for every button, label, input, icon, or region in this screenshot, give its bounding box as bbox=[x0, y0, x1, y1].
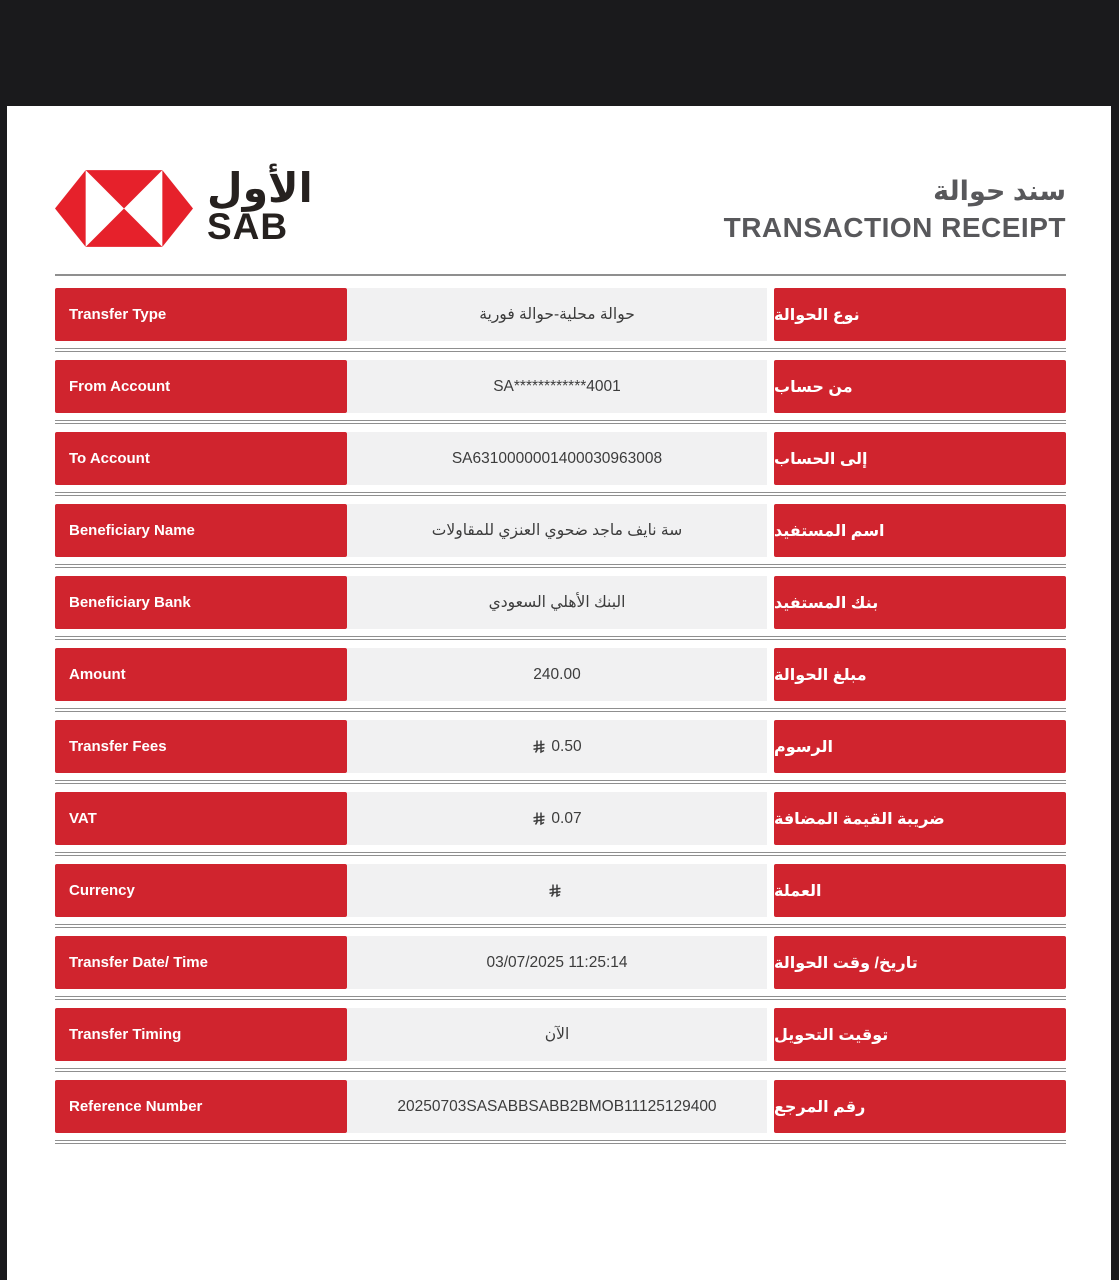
row-label-english: Transfer Timing bbox=[55, 1008, 347, 1061]
table-row bbox=[55, 864, 1066, 928]
table-row bbox=[55, 288, 1066, 352]
row-divider bbox=[55, 924, 1066, 928]
cell-gap bbox=[767, 576, 774, 629]
row-divider bbox=[55, 420, 1066, 424]
row-label-arabic: ضريبة القيمة المضافة bbox=[774, 792, 1066, 845]
row-label-arabic: الرسوم bbox=[774, 720, 1066, 773]
row-value bbox=[347, 1080, 767, 1133]
row-value-text: حوالة محلية-حوالة فورية bbox=[479, 306, 635, 323]
row-value-text: 20250703SASABBSABB2BMOB11125129400 bbox=[397, 1097, 717, 1115]
row-label-arabic: إلى الحساب bbox=[774, 432, 1066, 485]
row-label-arabic: نوع الحوالة bbox=[774, 288, 1066, 341]
cell-gap bbox=[767, 432, 774, 485]
row-value-text: 03/07/2025 11:25:14 bbox=[486, 953, 628, 971]
table-row bbox=[55, 1080, 1066, 1144]
row-label-arabic: توقيت التحويل bbox=[774, 1008, 1066, 1061]
table-row bbox=[55, 1008, 1066, 1072]
row-divider bbox=[55, 996, 1066, 1000]
cell-gap bbox=[767, 792, 774, 845]
row-value bbox=[347, 648, 767, 701]
cell-gap bbox=[767, 288, 774, 341]
row-divider bbox=[55, 564, 1066, 568]
row-divider bbox=[55, 492, 1066, 496]
row-label-arabic: العملة bbox=[774, 864, 1066, 917]
row-value-text: 0.07 bbox=[551, 809, 582, 827]
row-value-text: البنك الأهلي السعودي bbox=[488, 594, 626, 611]
table-row bbox=[55, 432, 1066, 496]
row-label-english: Transfer Type bbox=[55, 288, 347, 341]
receipt-table bbox=[55, 288, 1066, 1144]
row-label-english: From Account bbox=[55, 360, 347, 413]
row-value bbox=[347, 432, 767, 485]
row-value bbox=[347, 936, 767, 989]
row-value bbox=[347, 288, 767, 341]
cell-gap bbox=[767, 864, 774, 917]
receipt-title-block bbox=[724, 168, 1066, 248]
row-label-arabic: من حساب bbox=[774, 360, 1066, 413]
row-value-text: SA************4001 bbox=[493, 377, 621, 395]
row-divider bbox=[55, 1140, 1066, 1144]
row-divider bbox=[55, 1068, 1066, 1072]
table-row bbox=[55, 936, 1066, 1000]
row-value bbox=[347, 792, 767, 845]
cell-gap bbox=[767, 1008, 774, 1061]
row-value-text: 0.50 bbox=[551, 737, 582, 755]
row-divider bbox=[55, 636, 1066, 640]
receipt-page bbox=[7, 106, 1111, 1280]
row-label-arabic: مبلغ الحوالة bbox=[774, 648, 1066, 701]
row-divider bbox=[55, 852, 1066, 856]
row-value-text: الآن bbox=[544, 1026, 570, 1043]
row-value bbox=[347, 576, 767, 629]
row-value bbox=[347, 504, 767, 557]
row-value bbox=[347, 864, 767, 917]
cell-gap bbox=[767, 504, 774, 557]
row-value-text: 240.00 bbox=[533, 665, 581, 683]
table-row bbox=[55, 360, 1066, 424]
table-row bbox=[55, 720, 1066, 784]
brand-name-latin: SAB bbox=[207, 206, 289, 247]
cell-gap bbox=[767, 648, 774, 701]
table-row bbox=[55, 576, 1066, 640]
sab-hexagon-icon bbox=[55, 170, 193, 247]
row-label-english: Transfer Date/ Time bbox=[55, 936, 347, 989]
table-row bbox=[55, 648, 1066, 712]
header-divider bbox=[55, 274, 1066, 276]
saudi-riyal-icon bbox=[548, 883, 562, 898]
row-label-arabic: بنك المستفيد bbox=[774, 576, 1066, 629]
cell-gap bbox=[767, 1080, 774, 1133]
row-label-english: Beneficiary Bank bbox=[55, 576, 347, 629]
brand-name-arabic: الأول bbox=[207, 165, 313, 211]
row-label-english: Currency bbox=[55, 864, 347, 917]
row-label-arabic: اسم المستفيد bbox=[774, 504, 1066, 557]
cell-gap bbox=[767, 936, 774, 989]
row-label-english: Reference Number bbox=[55, 1080, 347, 1133]
receipt-title-english: TRANSACTION RECEIPT bbox=[723, 212, 1066, 243]
saudi-riyal-icon bbox=[532, 811, 546, 826]
row-value bbox=[347, 720, 767, 773]
row-value-text: SA6310000001400030963008 bbox=[451, 449, 663, 467]
row-divider bbox=[55, 348, 1066, 352]
row-divider bbox=[55, 708, 1066, 712]
receipt-title-arabic: سند حوالة bbox=[933, 176, 1066, 206]
row-label-arabic: رقم المرجع bbox=[774, 1080, 1066, 1133]
cell-gap bbox=[767, 720, 774, 773]
row-value bbox=[347, 360, 767, 413]
receipt-header bbox=[55, 106, 1066, 248]
row-label-english: VAT bbox=[55, 792, 347, 845]
row-label-english: To Account bbox=[55, 432, 347, 485]
row-label-english: Transfer Fees bbox=[55, 720, 347, 773]
saudi-riyal-icon bbox=[532, 739, 546, 754]
sab-logo bbox=[55, 165, 313, 247]
row-value-text: سة نايف ماجد ضحوي العنزي للمقاولات bbox=[431, 522, 683, 539]
table-row bbox=[55, 504, 1066, 568]
row-divider bbox=[55, 780, 1066, 784]
row-label-english: Beneficiary Name bbox=[55, 504, 347, 557]
sab-wordmark bbox=[207, 165, 313, 247]
row-label-arabic: تاريخ/ وقت الحوالة bbox=[774, 936, 1066, 989]
cell-gap bbox=[767, 360, 774, 413]
row-value bbox=[347, 1008, 767, 1061]
table-row bbox=[55, 792, 1066, 856]
row-label-english: Amount bbox=[55, 648, 347, 701]
